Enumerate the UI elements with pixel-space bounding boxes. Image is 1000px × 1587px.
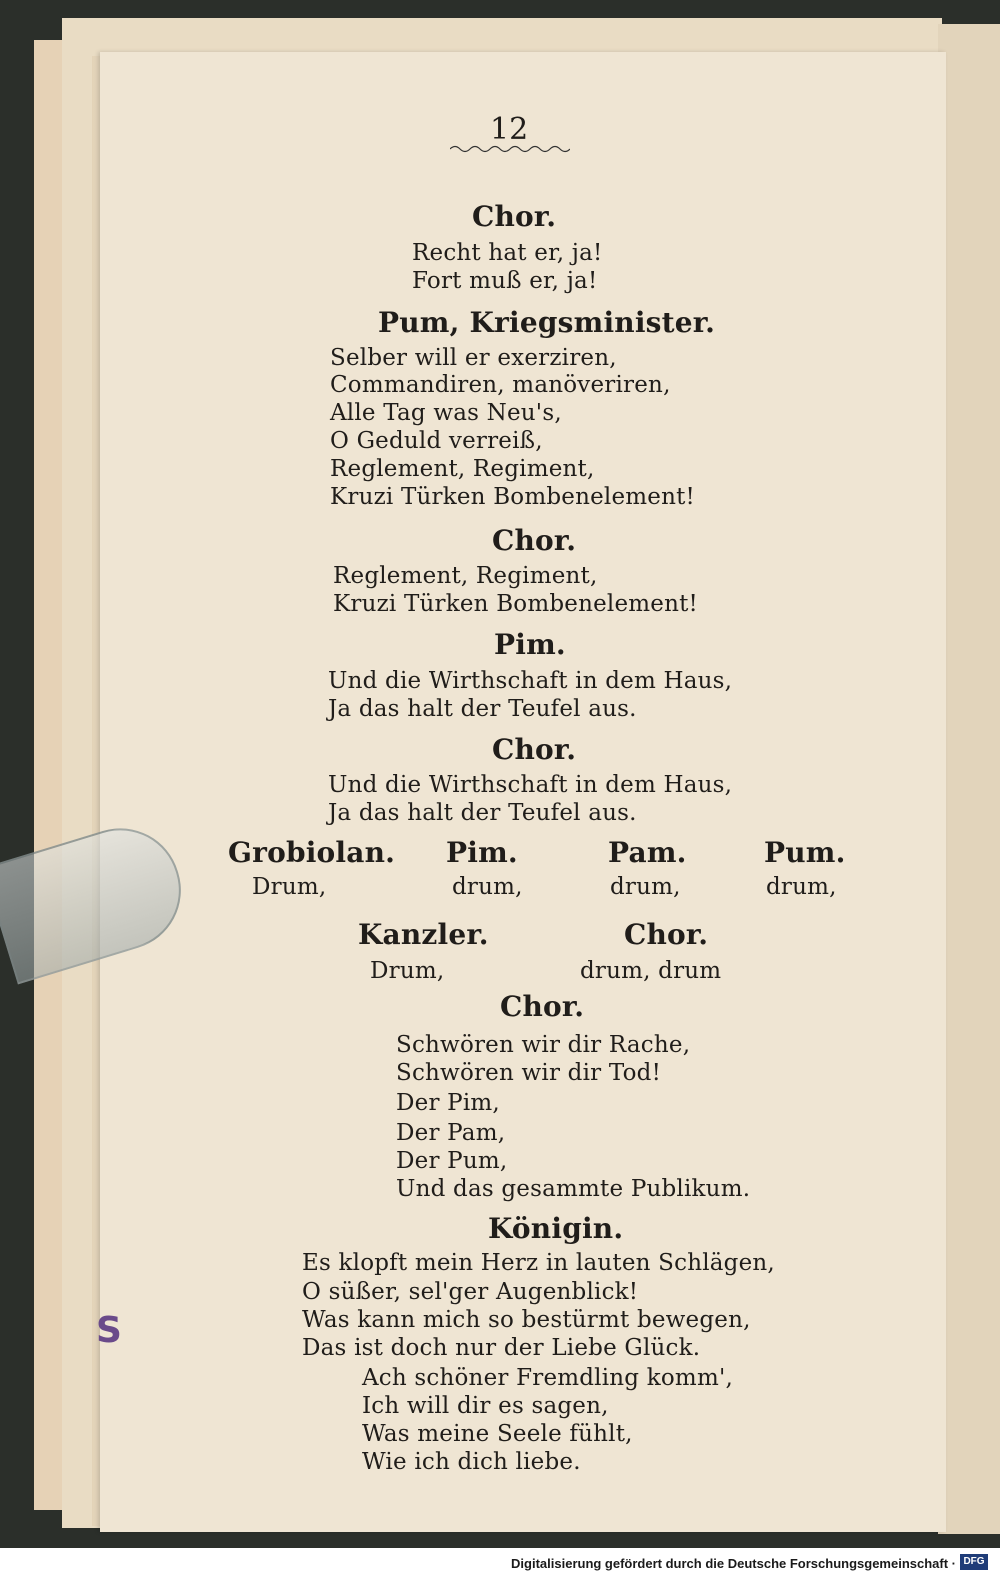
speaker-heading: Chor. (624, 918, 709, 951)
verse-line: Kruzi Türken Bombenelement! (330, 484, 695, 510)
verse-line: Es klopft mein Herz in lauten Schlägen, (302, 1250, 775, 1276)
verse-line: Schwören wir dir Tod! (396, 1060, 662, 1086)
verse-line: Was meine Seele fühlt, (362, 1421, 633, 1447)
verse-line: drum, (766, 874, 837, 900)
verse-line: Der Pum, (396, 1148, 508, 1174)
verse-line: drum, (610, 874, 681, 900)
verse-line: Und die Wirthschaft in dem Haus, (328, 668, 733, 694)
verse-line: O Geduld verreiß, (330, 428, 543, 454)
verse-line: Ich will dir es sagen, (362, 1393, 609, 1419)
verse-line: Ja das halt der Teufel aus. (328, 696, 637, 722)
verse-line: Und das gesammte Publikum. (396, 1176, 751, 1202)
verse-line: O süßer, sel'ger Augenblick! (302, 1279, 639, 1305)
speaker-heading: Kanzler. (358, 918, 489, 951)
verse-line: Wie ich dich liebe. (362, 1449, 581, 1475)
verse-line: Der Pim, (396, 1090, 500, 1116)
speaker-heading: Chor. (492, 524, 577, 557)
verse-line: Drum, (370, 958, 445, 984)
speaker-heading: Chor. (492, 733, 577, 766)
page-number: 12 (490, 112, 529, 147)
footer-credit: Digitalisierung gefördert durch die Deutsche Forschungsgemeinschaft · (511, 1556, 956, 1571)
library-stamp: S (96, 1310, 122, 1351)
speaker-heading: Pim. (494, 628, 566, 661)
speaker-heading: Pum. (764, 836, 846, 869)
verse-line: Was kann mich so bestürmt bewegen, (302, 1307, 751, 1333)
verse-line: Commandiren, manöveriren, (330, 372, 671, 398)
verse-line: Reglement, Regiment, (330, 456, 595, 482)
verse-line: Ja das halt der Teufel aus. (328, 800, 637, 826)
verse-line: Ach schöner Fremdling komm', (362, 1365, 733, 1391)
next-page-edge (938, 24, 1000, 1534)
verse-line: Fort muß er, ja! (412, 268, 598, 294)
verse-line: Der Pam, (396, 1120, 506, 1146)
speaker-heading: Grobiolan. (228, 836, 396, 869)
verse-line: Das ist doch nur der Liebe Glück. (302, 1335, 701, 1361)
verse-line: Selber will er exerziren, (330, 345, 617, 371)
speaker-heading: Königin. (488, 1212, 624, 1245)
verse-line: drum, (452, 874, 523, 900)
dfg-logo: DFG (960, 1554, 988, 1570)
verse-line: Kruzi Türken Bombenelement! (333, 591, 698, 617)
speaker-heading: Pum, Kriegsminister. (378, 306, 716, 339)
verse-line: Drum, (252, 874, 327, 900)
speaker-heading: Pim. (446, 836, 518, 869)
verse-line: Und die Wirthschaft in dem Haus, (328, 772, 733, 798)
speaker-heading: Chor. (500, 990, 585, 1023)
ornament-wave (450, 144, 570, 154)
verse-line: Recht hat er, ja! (412, 240, 603, 266)
verse-line: drum, drum (580, 958, 722, 984)
verse-line: Alle Tag was Neu's, (330, 400, 562, 426)
verse-line: Reglement, Regiment, (333, 563, 598, 589)
speaker-heading: Pam. (608, 836, 687, 869)
speaker-heading: Chor. (472, 200, 557, 233)
verse-line: Schwören wir dir Rache, (396, 1032, 691, 1058)
